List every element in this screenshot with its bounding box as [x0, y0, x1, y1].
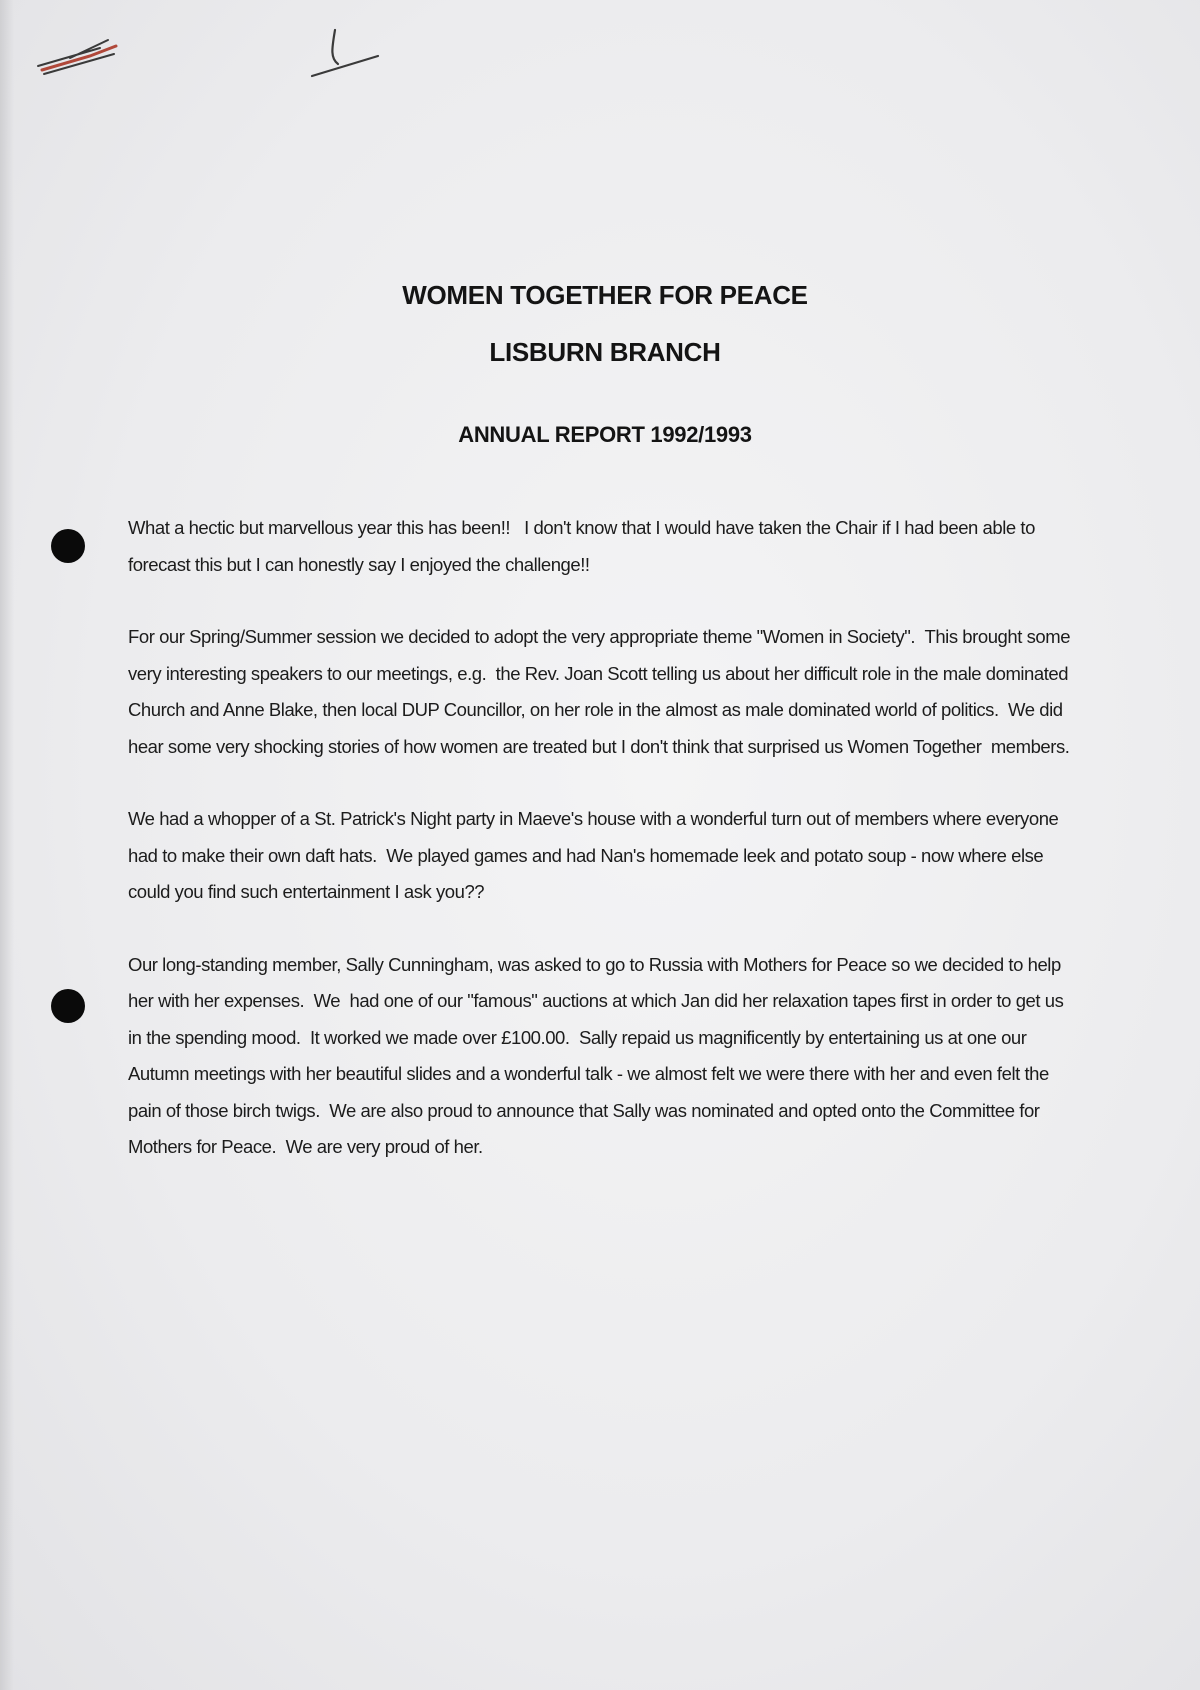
pencil-check-mark — [312, 30, 378, 76]
report-heading: ANNUAL REPORT 1992/1993 — [458, 422, 752, 447]
paragraph-st-patricks-party: We had a whopper of a St. Patrick's Night party in Maeve's house with a wonderful turn out of members where everyone had to make their own daft hats. We played games and had Nan's homemade leek and potato soup - now where else could you find such entertainment I ask you?? — [128, 808, 1059, 902]
organisation-title: WOMEN TOGETHER FOR PEACE — [402, 280, 808, 310]
paragraph-spring-summer-session: For our Spring/Summer session we decided to adopt the very appropriate theme "Women in Society". This brought some very interesting speakers to our meetings, e.g. the Rev. Joan Scott telling us about her difficult role in the male dominated Church and Anne Blake, then local DUP Councillor, on her role in the almost as male dominated world of politics. We did hear some very shocking stories of how women are treated but I don't think that surprised us Women Together members. — [128, 626, 1071, 757]
handwritten-pencil-marks — [30, 18, 410, 108]
paragraph-sally-russia-trip: Our long-standing member, Sally Cunningham, was asked to go to Russia with Mothers for Peace so we decided to help her with her expenses. We had one of our "famous" auctions at which Jan did her relaxation tapes first in order to get us in the spending mood. It worked we made over £100.00. Sally repaid us magnificently by entertaining us at one our Autumn meetings with her beautiful slides and a wonderful talk - we almost felt we were there with her and even felt the pain of those birch twigs. We are also proud to announce that Sally was nominated and opted onto the Committee for Mothers for Peace. We are very proud of her. — [128, 953, 1064, 1157]
paragraph-intro: What a hectic but marvellous year this has been!! I don't know that I would have taken the Chair if I had been able to forecast this but I can honestly say I enjoyed the challenge!! — [128, 517, 1035, 575]
punch-hole-top — [51, 529, 85, 563]
punch-hole-bottom — [51, 989, 85, 1023]
red-pencil-tick — [42, 46, 116, 70]
report-body — [128, 510, 1080, 1202]
branch-subtitle: LISBURN BRANCH — [489, 337, 721, 367]
